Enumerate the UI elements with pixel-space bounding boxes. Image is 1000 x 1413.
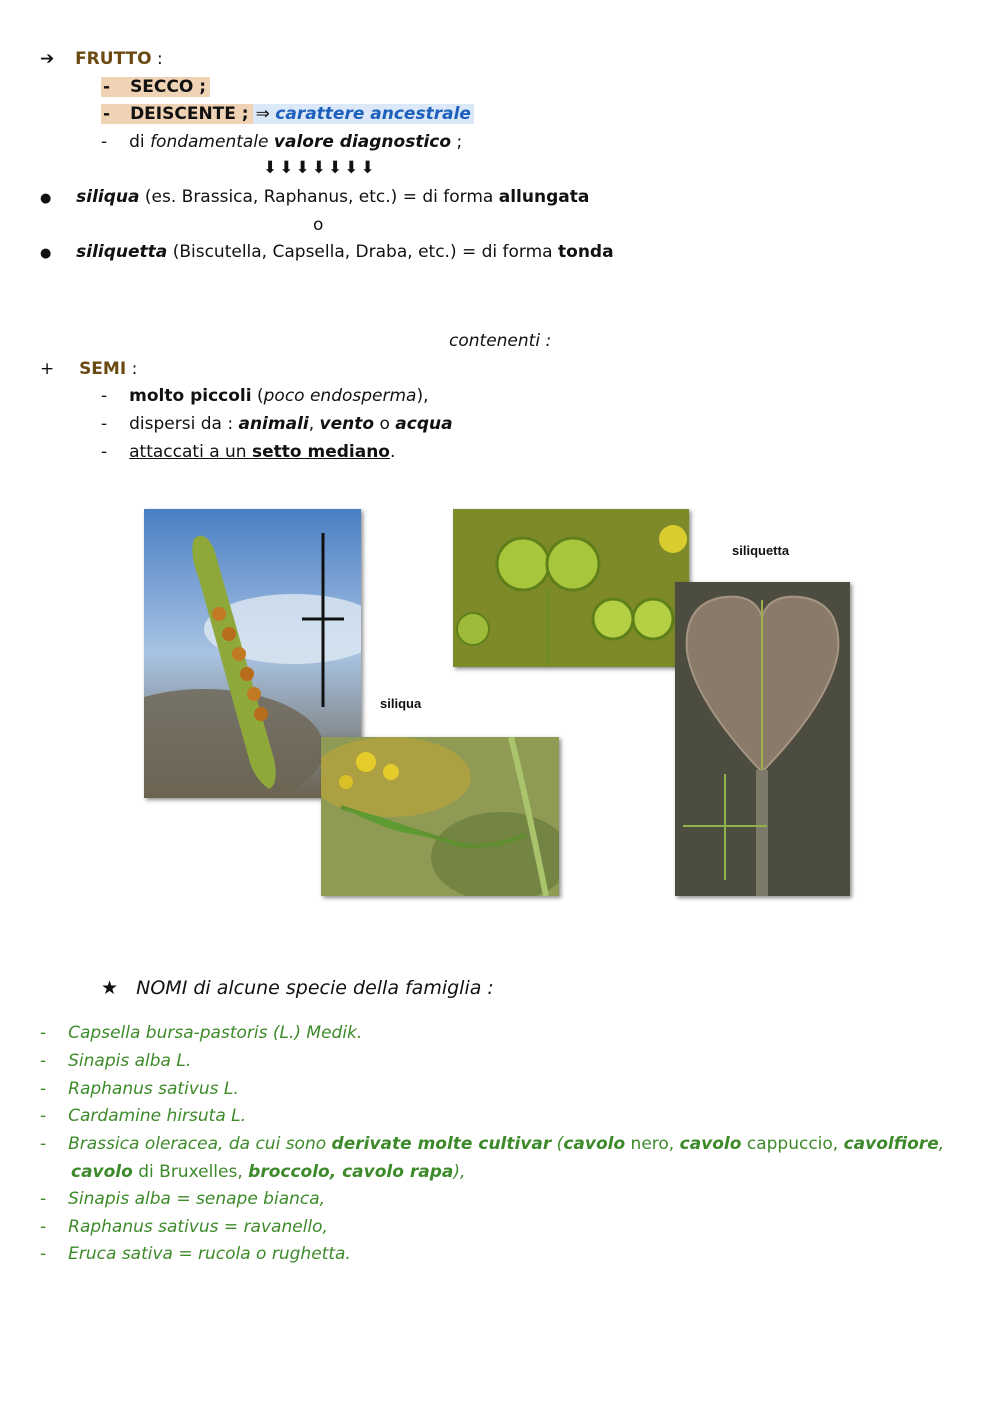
plus-bullet-icon: + (40, 359, 55, 379)
frutto-title: FRUTTO (75, 49, 152, 69)
siliquetta-label: siliquetta (732, 543, 790, 558)
siliquetta-plants-photo (453, 509, 689, 667)
list-item: - Sinapis alba = senape bianca, (40, 1189, 326, 1209)
arrow-bullet-icon: ➔ (40, 49, 55, 69)
list-item: - Raphanus sativus = ravanello, (40, 1217, 328, 1237)
down-arrows-icon: ⬇⬇⬇⬇⬇⬇⬇ (263, 158, 377, 178)
list-item-brassica-cont: cavolo di Bruxelles, broccolo, cavolo rapa), (71, 1162, 466, 1182)
list-item: - Raphanus sativus L. (40, 1079, 239, 1099)
semi-heading: + SEMI : (40, 359, 138, 379)
semi-item-septum: - attaccati a un setto mediano. (101, 442, 396, 462)
bullet-dot-icon: ● (40, 191, 52, 206)
list-item: - Cardamine hirsuta L. (40, 1106, 247, 1126)
siliqua-label: siliqua (380, 696, 422, 711)
frutto-item-deiscente: - DEISCENTE ; ⇒ carattere ancestrale (101, 103, 474, 125)
semi-title: SEMI (79, 359, 127, 379)
implies-icon: ⇒ (255, 104, 270, 124)
siliqua-line: ● siliqua (es. Brassica, Raphanus, etc.) = di forma allungata (40, 187, 590, 207)
ancestral-text: carattere ancestrale (275, 104, 471, 124)
star-icon: ★ (101, 977, 119, 999)
semi-item-small: - molto piccoli (poco endosperma), (101, 386, 429, 406)
siliquetta-line: ● siliquetta (Biscutella, Capsella, Draba, etc.) = di forma tonda (40, 242, 614, 262)
list-item-brassica: - Brassica oleracea, da cui sono derivate molte cultivar (cavolo nero, cavolo cappuccio, cavolfiore, (40, 1134, 945, 1154)
list-item: - Capsella bursa-pastoris (L.) Medik. (40, 1023, 363, 1043)
frutto-item-diagnostic: - di fondamentale valore diagnostico ; (101, 132, 463, 152)
siliqua-closed-photo (321, 737, 559, 896)
frutto-item-secco: - SECCO ; (101, 76, 210, 98)
list-item: - Sinapis alba L. (40, 1051, 192, 1071)
frutto-heading: ➔ FRUTTO : (40, 49, 163, 69)
bullet-dot-icon: ● (40, 246, 52, 261)
contenenti-text: contenenti : (449, 331, 552, 351)
or-text: o (313, 215, 324, 235)
list-item: - Eruca sativa = rucola o rughetta. (40, 1244, 351, 1264)
siliquetta-heart-photo (675, 582, 850, 896)
semi-item-dispersal: - dispersi da : animali, vento o acqua (101, 414, 453, 434)
names-heading: ★ NOMI di alcune specie della famiglia : (101, 977, 494, 999)
